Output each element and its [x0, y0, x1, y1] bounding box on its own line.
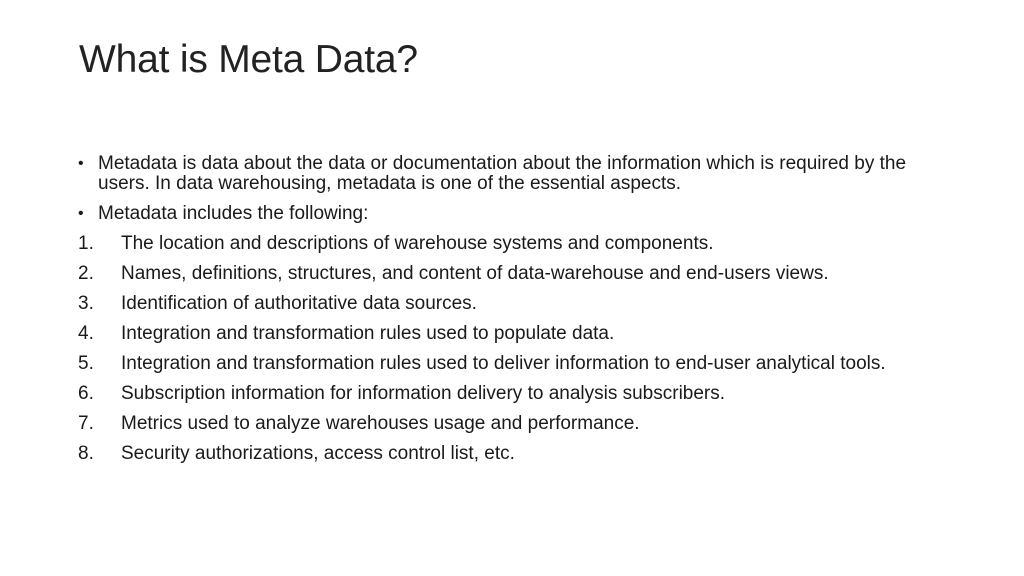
bullet-text: Metadata includes the following: — [98, 203, 369, 224]
item-number: 8. — [78, 443, 94, 464]
item-number: 5. — [78, 353, 94, 374]
item-text: Integration and transformation rules used to deliver information to end-user analytical tools. — [121, 353, 886, 374]
item-text: Integration and transformation rules used to populate data. — [121, 323, 615, 344]
numbered-item — [78, 444, 958, 464]
item-number: 2. — [78, 263, 94, 284]
item-text: The location and descriptions of warehouse systems and components. — [121, 233, 714, 254]
numbered-item — [78, 354, 958, 374]
bullet-icon: • — [78, 155, 84, 172]
item-number: 7. — [78, 413, 94, 434]
numbered-item — [78, 384, 958, 404]
item-text: Metrics used to analyze warehouses usage and performance. — [121, 413, 640, 434]
bullet-text: Metadata is data about the data or documentation about the information which is required by the users. In data warehousing, metadata is one of the essential aspects. — [98, 153, 907, 194]
numbered-item — [78, 324, 958, 344]
numbered-item — [78, 414, 958, 434]
bullet-item — [78, 204, 958, 224]
numbered-item — [78, 234, 958, 254]
numbered-item — [78, 264, 958, 284]
item-text: Identification of authoritative data sources. — [121, 293, 477, 314]
bullet-icon: • — [78, 205, 84, 222]
item-number: 4. — [78, 323, 94, 344]
numbered-item — [78, 294, 958, 314]
item-number: 3. — [78, 293, 94, 314]
item-number: 1. — [78, 233, 94, 254]
item-text: Names, definitions, structures, and content of data-warehouse and end-users views. — [121, 263, 829, 284]
slide-body — [78, 154, 958, 474]
item-text: Security authorizations, access control list, etc. — [121, 443, 515, 464]
bullet-item — [78, 154, 958, 194]
item-text: Subscription information for information delivery to analysis subscribers. — [121, 383, 726, 404]
item-number: 6. — [78, 383, 94, 404]
slide-title: What is Meta Data? — [79, 38, 418, 81]
